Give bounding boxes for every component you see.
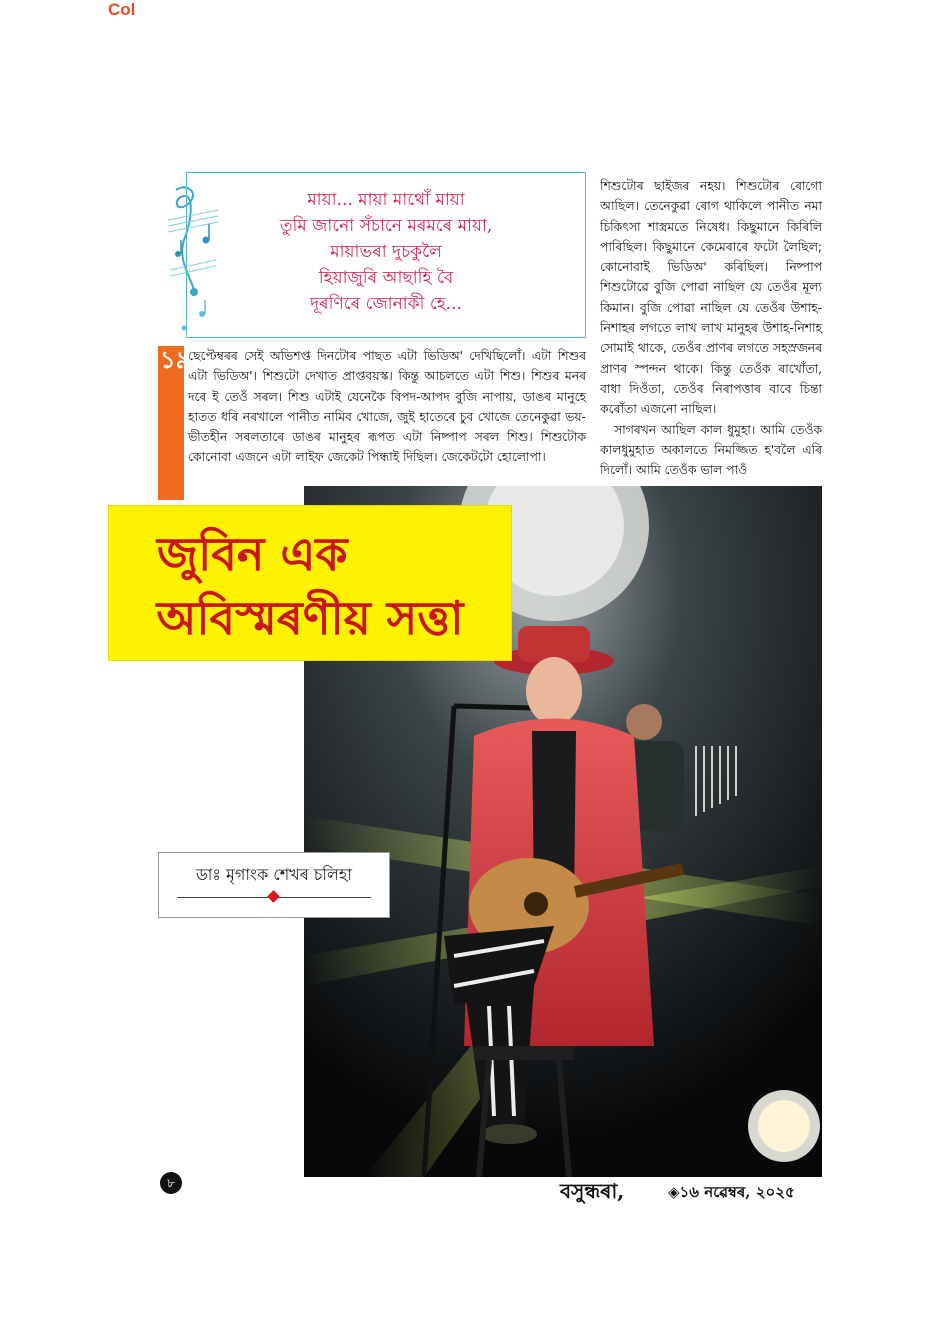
paragraph: ছেপ্টেম্বৰৰ সেই অভিশপ্ত দিনটোৰ পাছত এটা ভিডিঅ' দেখিছিলোঁ। এটা শিশুৰ এটা ভিডিঅ'। শিশুটো দেখাত প্ৰাপ্তবয়স্ক। কিন্তু আচলতে এটা শিশু। শিশুৰ মনৰ দৰে ই তেওঁ সৰল। শিশু এটাই যেনেকৈ বিপদ-আপদ বুজি নাপায়, ডাঙৰ মানুহে হাতত ধৰি নৰখালে পানীত নামিব খোজে, জুই হাতেৰে চুব খোজে তেনেকুৱা ভয়-ভীতহীন সৰলতাৰে ডাঙৰ মানুহৰ ৰূপত এটা নিষ্পাপ সৰল শিশু। শিশুটোক কোনোবা এজনে এটা লাইফ জেকেট পিন্ধাই দিছিল। জেকেটটো হোলোপা। <box>188 349 586 465</box>
poem-line: তুমি জানো সঁচানে মৰমৰে মায়া, <box>279 216 493 236</box>
masthead: বসুন্ধৰা, <box>560 1179 625 1203</box>
issue-date: ◈১৬ নৱেম্বৰ, ২০২৫ <box>668 1183 795 1201</box>
poem-line: মায়া... মায়া মাথোঁ মায়া <box>307 190 465 210</box>
drop-number: ১৯ <box>160 345 192 374</box>
right-column-text <box>600 176 822 480</box>
intro-paragraph <box>188 346 586 468</box>
headline-line-2: অবিস্মৰণীয় সত্তা <box>156 591 464 645</box>
diamond-icon <box>267 890 280 903</box>
author-name: ডাঃ মৃগাংক শেখৰ চলিহা <box>196 865 352 884</box>
page-number: ৮ <box>160 1172 182 1194</box>
poem-line: দূৰণিৰে জোনাকী হে... <box>310 294 462 314</box>
paragraph: শিশুটোৰ ছাইজৰ নহয়। শিশুটোৰ ৰোগো আছিল। তেনেকুৱা ৰোগ থাকিলে পানীত নমা চিকিৎসা শাস্ত্ৰমতে নিষেধ। কিছুমানে কিৰিলি পাৰিছিল। কিছুমানে কেমেৰাৰে ফটো লৈছিল; কোনোবাই ভিডিঅ' কৰিছিল। নিষ্পাপ শিশুটোৱে বুজি পোৱা নাছিল যে তেওঁৰ মূল্য কিমান। বুজি পোৱা নাছিল যে তেওঁৰ উশাহ-নিশাহৰ লগতে লাখ লাখ মানুহৰ উশাহ-নিশাহ সোমাই থাকে, তেওঁৰ প্ৰাণৰ লগতে সহস্ৰজনৰ প্ৰাণৰ স্পন্দন থাকে। কিন্তু তেওঁক ৰাখোঁতা, বাধা দিওঁতা, তেওঁৰ নিৰাপত্তাৰ বাবে চিন্তা কৰোঁতা এজনো নাছিল। <box>600 179 822 417</box>
headline-line-1: জুবিন এক <box>157 527 348 581</box>
poem-line: মায়াভৰা দুচকুলৈ <box>330 242 442 262</box>
poem-line: হিয়াজুৰি আছাহি বৈ <box>318 268 454 288</box>
poem-box <box>186 172 586 338</box>
corner-label: Col <box>108 0 136 19</box>
headline-box <box>108 505 512 661</box>
author-box <box>158 852 390 918</box>
paragraph: সাগৰখন আছিল কাল ধুমুহা। আমি তেওঁক কালধুমুহাত অকালতে নিমজ্জিত হ'বলৈ এৰি দিলোঁ। আমি তেওঁক ভাল পাওঁ <box>600 422 822 478</box>
